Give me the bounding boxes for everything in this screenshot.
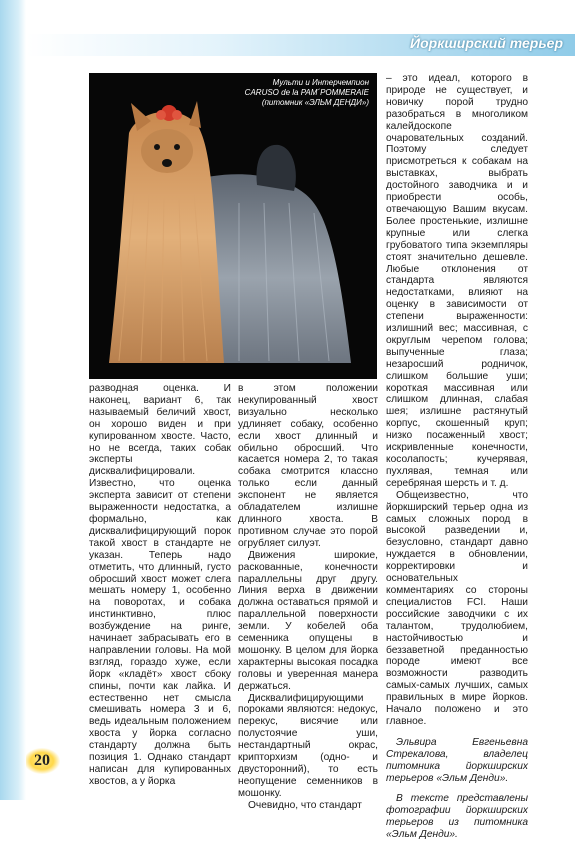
paragraph: разводная оценка. И наконец, вариант 6, так называемый беличий хвост, он хорошо виден и при купированном хвосте. Часто, но не всегда, таких собак эксперты дисквалифицировали. Известно, что оценка эксперта зависит от степени выраженности недостатка, а формально, как дисквалифицирующий порок такой хвост в стандарте не указан. Теперь надо отметить, что длинный, густо обросший хвост может слега мешать номеру 1, особенно на поворотах, и собака инстинктивно, плюс возбуждение на ринге, начинает забрасывать его в направлении головы. На мой взгляд, гораздо хуже, если йорк «кладёт» хвост сбоку спины, почти как лайка. И естественно нет смысла смешивать номера 3 и 6, ведь идеальным положением хвоста у йорка согласно стандарту должна быть позиция 1. Однако стандарт написан для купированных хвостов, а у йорка: [89, 383, 231, 787]
yorkshire-terrier-illustration: [89, 73, 377, 379]
photo-caption: [199, 78, 369, 108]
photo-credit-note: В тексте представлены фотографии йоркширских терьеров из питомника «Эльм Денди».: [386, 793, 528, 841]
article-column-2: [238, 383, 378, 812]
paragraph: Очевидно, что стандарт: [248, 799, 362, 811]
article-column-1: [89, 383, 231, 788]
author-signature: Эльвира Евгеньевна Стрекалова, владелец питомника йоркширских терьеров «Эльм Денди».: [386, 736, 528, 784]
paragraph: Движения широкие, раскованные, конечности параллельны друг другу. Линия верха в движении должна оставаться прямой и параллельной поверхности земли. У кобелей оба семенника опущены в мошонку. В целом для йорка характерны высокая посадка головы и уверенная манера держаться.: [238, 549, 378, 692]
caption-kennel: (питомник «ЭЛЬМ ДЕНДИ»): [261, 98, 369, 107]
article-column-3: [386, 73, 528, 841]
decorative-side-band: [0, 0, 26, 800]
section-title: Йоркширский терьер: [410, 35, 563, 51]
paragraph: – это идеал, которого в природе не существует, и новичку порой трудно разобраться в многоликом калейдоскопе очаровательных созданий. Поэтому следует присмотреться к собакам на выставках, выбрать достойного заводчика и и приобрести особь, отвечающую Вашим вкусам. Более простенькие, излишне крупные или слегка грубоватого типа экземпляры стоят значительно дешевле. Любые отклонения от стандарта являются недостатками, влияют на оценку в зависимости от степени выраженности: излишний вес; массивная, с округлым черепом голова; выпученные глаза; незаросший родничок, слишком большие уши; короткая массивная или слишком длинная, слабая шея; излишне растянутый корпус, скошенный круп; низко посаженный хвост; искривленные конечности, косолапость; кучерявая, пухлявая, темная или серебряная шерсть и т. д.: [386, 73, 528, 489]
paragraph: Дисквалифицирующими пороками являются: недокус, перекус, висячие или полустоячие уши, нестандартный окрас, крипторхизм (одно- и двусторонний), то есть неопущение семенников в мошонку.: [238, 692, 378, 799]
section-header-bar: [26, 34, 575, 56]
caption-dog-name: CARUSO de la PAM´POMMERAIE: [244, 88, 369, 97]
page-number: 20: [28, 750, 56, 772]
dog-photo: [89, 73, 377, 379]
paragraph: Общеизвестно, что йоркширский терьер одна из самых сложных пород в высокой разведении и, безусловно, стандарт давно нуждается в обновлении, корректировки и основательных комментариях со стороны специалистов FCI. Наши российские заводчики с их талантом, трудолюбием, настойчивостью и беззаветной преданностью породе имеют все возможности разводить самых-самых лучших, самых правильных в мире йорков. Начало положено и это главное.: [386, 489, 528, 727]
paragraph: в этом положении некупированный хвост визуально несколько удлиняет собаку, особенно если хвост длинный и обильно обросший. Что касается номера 2, то такая собака смотрится классно только если данный экспонент не является обладателем излишне длинного хвоста. В противном случае это порой огрубляет силуэт.: [238, 383, 378, 549]
caption-title: Мульти и Интерчемпион: [272, 78, 369, 87]
